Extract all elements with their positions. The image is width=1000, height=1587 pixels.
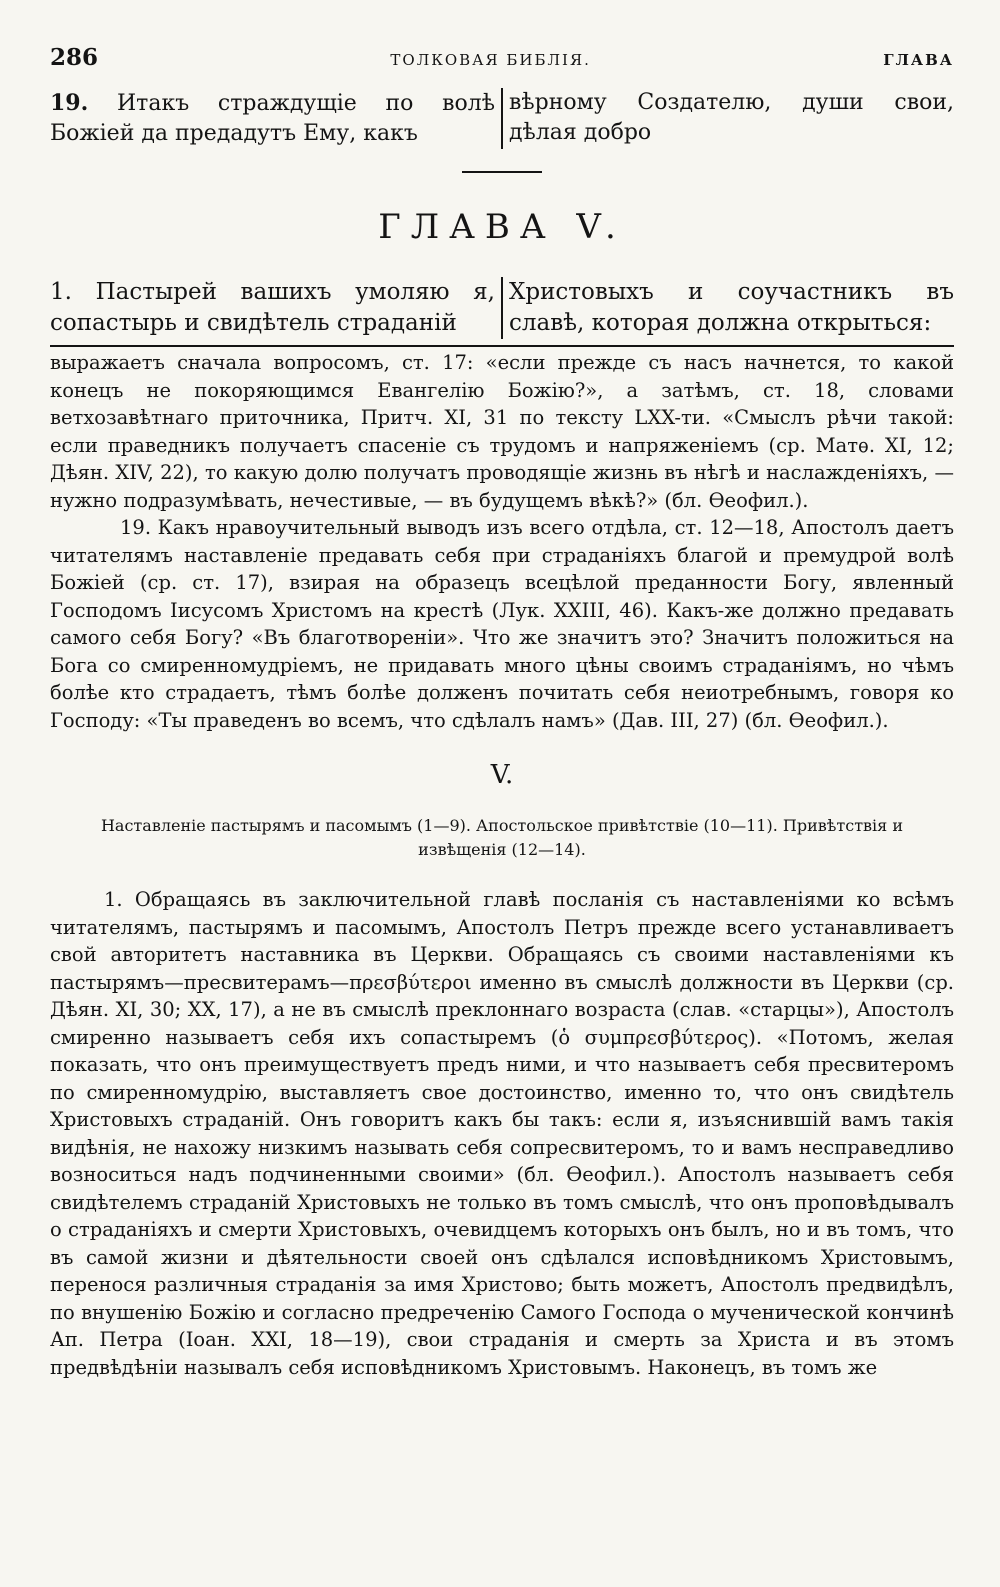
running-title: ТОЛКОВАЯ БИБЛІЯ. [390, 51, 591, 69]
verse-1-right-text: Христовыхъ и соучастникъ въ славѣ, которая должна открыться: [509, 279, 954, 336]
page-number: 286 [50, 44, 99, 71]
chapter-title: ГЛАВА V. [378, 207, 626, 247]
verse-number: 19. [50, 90, 89, 116]
verse-1-left-column [50, 277, 503, 339]
verse-19-block [50, 88, 954, 149]
commentary-paragraph: 19. Какъ нравоучительный выводъ изъ всего отдѣла, ст. 12—18, Апостолъ даетъ читателямъ наставленіе предавать себя при страданіяхъ благой и премудрой волѣ Божіей (ср. ст. 17), взирая на образецъ всецѣлой преданности Богу, явленный Господомъ Іисусомъ Христомъ на крестѣ (Лук. XXIII, 46). Какъ-же должно предавать самого себя Богу? «Въ благотвореніи». Что же значитъ это? Значитъ положиться на Бога со смиренномудріемъ, не придавать много цѣны своимъ страданіямъ, но чѣмъ болѣе кто страдаетъ, тѣмъ болѣе долженъ почитать себя неиотребнымъ, говоря ко Господу: «Ты праведенъ во всемъ, что сдѣлалъ намъ» (Дав. III, 27) (бл. Ѳеофил.). [50, 516, 954, 732]
section-summary: Наставленіе пастырямъ и пасомымъ (1—9). Апостольское привѣтствіе (10—11). Привѣтствія и извѣщенія (12—14). [100, 816, 904, 859]
commentary [50, 349, 954, 734]
verse-19-left-column [50, 88, 503, 149]
section-number: V. [490, 760, 514, 790]
commentary-paragraph: выражаетъ сначала вопросомъ, ст. 17: «если прежде съ насъ начнется, то какой конецъ не покоряющимся Евангелію Божію?», а затѣмъ, ст. 18, словами ветхозавѣтнаго приточника, Притч. XI, 31 по тексту LXX-ти. «Смыслъ рѣчи такой: если праведникъ получаетъ спасеніе съ трудомъ и напряженіемъ (ср. Матѳ. XI, 12; Дѣян. XIV, 22), то какую долю получатъ проводящіе жизнь въ нѣгѣ и наслажденіяхъ, — нужно подразумѣвать, нечестивые, — въ будущемъ вѣкѣ?» (бл. Ѳеофил.). [50, 351, 954, 512]
commentary-divider [50, 345, 954, 347]
running-head [50, 44, 954, 78]
verse-19-right-column [503, 88, 954, 149]
verse-19-right-text: вѣрному Создателю, души свои, дѣлая добро [509, 90, 954, 145]
running-chapter-label: ГЛАВА [883, 51, 954, 69]
section-divider [462, 171, 542, 173]
body-paragraph: 1. Обращаясь въ заключительной главѣ посланія съ наставленіями ко всѣмъ читателямъ, пастырямъ и пасомымъ, Апостолъ Петръ прежде всего устанавливаетъ свой авторитетъ наставника въ Церкви. Обращаясь съ своими наставленіями къ пастырямъ—пресвитерамъ—πρεσβύτεροι именно въ смыслѣ должности въ Церкви (ср. Дѣян. XI, 30; XX, 17), а не въ смыслѣ преклоннаго возраста (слав. «старцы»), Апостолъ смиренно называетъ себя ихъ сопастыремъ (ὁ συμπρεσβύτερος). «Потомъ, желая показать, что онъ преимуществуетъ предъ ними, и что называетъ себя пресвитеромъ по смиренномудрію, выставляетъ свое достоинство, именно то, что онъ свидѣтель Христовыхъ страданій. Онъ говоритъ какъ бы такъ: если я, изъяснившій вамъ такія видѣнія, не нахожу низкимъ называть себя сопресвитеромъ, то и вамъ несправедливо возноситься надъ подчиненными своими» (бл. Ѳеофил.). Апостолъ называетъ себя свидѣтелемъ страданій Христовыхъ не только въ томъ смыслѣ, что онъ проповѣдывалъ о страданіяхъ и смерти Христовыхъ, очевидцемъ которыхъ онъ былъ, но и въ томъ, что въ самой жизни и дѣятельности своей онъ сдѣлался исповѣдникомъ Христовымъ, перенося различныя страданія за имя Христово; быть можетъ, Апостолъ предвидѣлъ, по внушенію Божію и согласно предреченію Самого Господа о мученической кончинѣ Ап. Петра (Іоан. XXI, 18—19), свои страданія и смерть за Христа и въ этомъ предвѣдѣніи называлъ себя исповѣдникомъ Христовымъ. Наконецъ, въ томъ же [50, 888, 954, 1379]
verse-1-right-column [503, 277, 954, 339]
verse-1-left-text: Пастырей вашихъ умоляю я, сопастырь и свидѣтель страданій [50, 279, 495, 336]
verse-19-left-text: Итакъ страждущіе по волѣ Божіей да предадутъ Ему, какъ [50, 91, 495, 146]
body-text [50, 886, 954, 1381]
verse-1-block [50, 277, 954, 339]
verse-number: 1. [50, 279, 72, 305]
